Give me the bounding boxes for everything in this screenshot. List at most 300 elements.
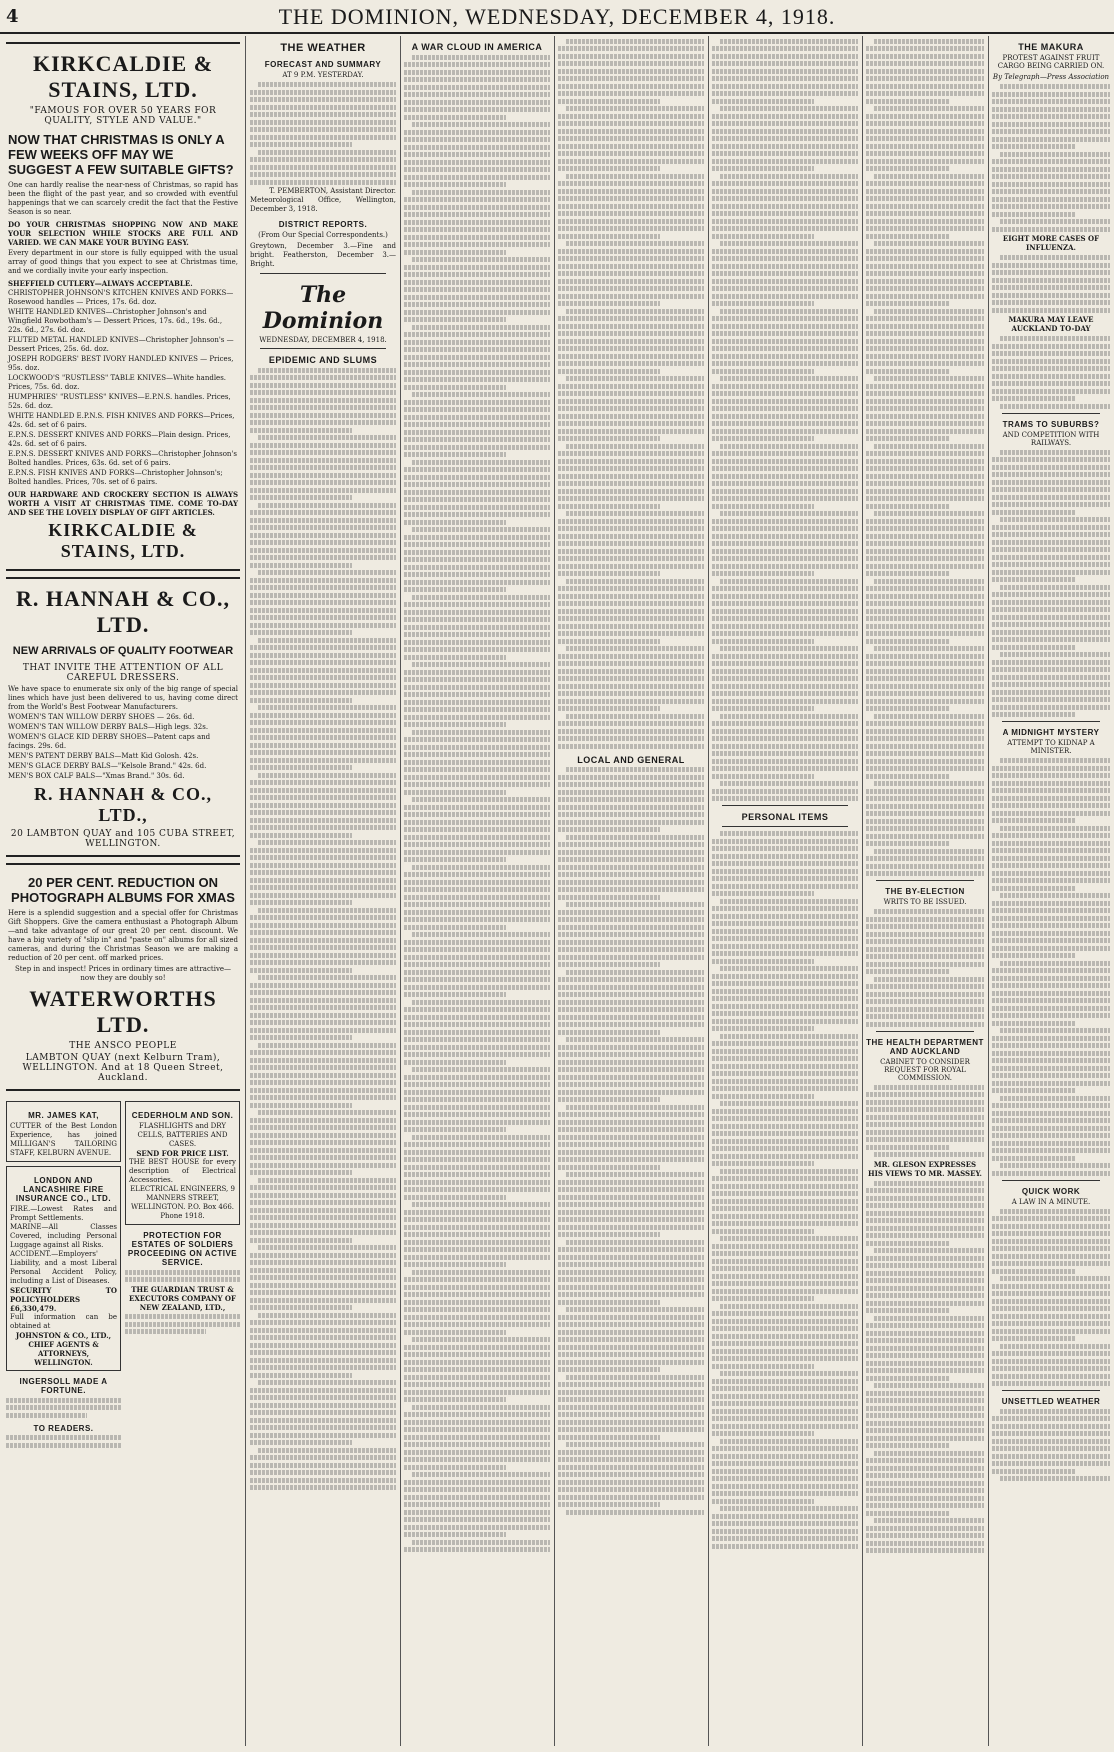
text-line bbox=[558, 797, 704, 802]
text-line bbox=[712, 564, 858, 569]
text-line bbox=[250, 1335, 396, 1340]
text-line bbox=[558, 474, 704, 479]
text-line bbox=[712, 399, 858, 404]
text-line bbox=[712, 46, 858, 51]
text-line bbox=[712, 839, 858, 844]
text-line bbox=[992, 502, 1110, 507]
text-line bbox=[1000, 1344, 1110, 1349]
text-line bbox=[558, 114, 704, 119]
text-line bbox=[404, 1037, 550, 1042]
article-text bbox=[992, 758, 1110, 1176]
text-line bbox=[558, 1412, 704, 1417]
text-line bbox=[558, 1067, 704, 1072]
text-line bbox=[250, 1140, 396, 1145]
text-line bbox=[566, 174, 704, 179]
text-line bbox=[866, 1263, 984, 1268]
text-line bbox=[866, 414, 984, 419]
text-line bbox=[250, 893, 396, 898]
text-line bbox=[558, 721, 704, 726]
article-text bbox=[866, 1181, 984, 1554]
text-line bbox=[558, 744, 704, 749]
text-line bbox=[712, 1266, 858, 1271]
text-line bbox=[404, 745, 550, 750]
text-line bbox=[558, 1232, 660, 1237]
text-line bbox=[558, 1465, 704, 1470]
article-subhead: EIGHT MORE CASES OF INFLUENZA. bbox=[1002, 234, 1100, 252]
text-line bbox=[992, 833, 1110, 838]
text-line bbox=[404, 1450, 550, 1455]
text-line bbox=[558, 346, 704, 351]
text-line bbox=[250, 142, 352, 147]
text-line bbox=[404, 640, 550, 645]
text-line bbox=[404, 1375, 550, 1380]
text-line bbox=[992, 570, 1110, 575]
text-line bbox=[720, 646, 858, 651]
text-line bbox=[866, 211, 984, 216]
text-line bbox=[992, 1469, 1075, 1474]
text-line bbox=[992, 1073, 1110, 1078]
text-line bbox=[558, 1367, 660, 1372]
text-line bbox=[250, 473, 396, 478]
price-list-item: E.P.N.S. FISH KNIVES AND FORKS—Christopher Johnson's; Bolted handles. Prices, 70s. set of 6 pairs. bbox=[8, 469, 223, 486]
text-line bbox=[992, 1454, 1110, 1459]
text-line bbox=[866, 811, 984, 816]
article-text bbox=[712, 39, 858, 802]
text-line bbox=[558, 1420, 704, 1425]
text-line bbox=[992, 366, 1110, 371]
text-line bbox=[1000, 219, 1110, 224]
text-line bbox=[558, 955, 704, 960]
text-line bbox=[992, 871, 1110, 876]
text-line bbox=[992, 1171, 1110, 1176]
text-line bbox=[992, 946, 1110, 951]
text-line bbox=[712, 1094, 814, 1099]
text-line bbox=[866, 796, 984, 801]
text-line bbox=[558, 1457, 704, 1462]
text-line bbox=[558, 790, 704, 795]
text-line bbox=[866, 699, 984, 704]
text-line bbox=[558, 481, 704, 486]
text-line bbox=[866, 181, 984, 186]
price-list-item: WOMEN'S TAN WILLOW DERBY SHOES — 26s. 6d. bbox=[8, 713, 195, 721]
text-line bbox=[404, 775, 550, 780]
text-line bbox=[258, 82, 396, 87]
text-line bbox=[712, 1154, 858, 1159]
text-line bbox=[866, 136, 984, 141]
text-line bbox=[992, 396, 1075, 401]
page-number: 4 bbox=[6, 6, 19, 27]
text-line bbox=[125, 1277, 240, 1282]
byline: By Telegraph—Press Association bbox=[992, 73, 1110, 81]
text-line bbox=[404, 482, 550, 487]
personal-items-column bbox=[712, 36, 858, 1746]
text-line bbox=[558, 775, 704, 780]
paper-title: The Dominion bbox=[262, 282, 384, 334]
text-line bbox=[992, 189, 1110, 194]
text-line bbox=[404, 160, 550, 165]
text-line bbox=[558, 1330, 704, 1335]
text-line bbox=[866, 1376, 949, 1381]
text-line bbox=[866, 826, 984, 831]
text-line bbox=[250, 878, 396, 883]
text-line bbox=[558, 1127, 704, 1132]
text-line bbox=[992, 525, 1110, 530]
text-line bbox=[250, 555, 396, 560]
text-line bbox=[712, 1139, 858, 1144]
text-line bbox=[250, 1065, 396, 1070]
text-line bbox=[866, 54, 984, 59]
text-line bbox=[712, 181, 858, 186]
text-line bbox=[558, 91, 704, 96]
price-list-item: CHRISTOPHER JOHNSON'S KITCHEN KNIVES AND FORKS—Rosewood handles — Prices, 17s. 6d. doz. bbox=[8, 289, 234, 306]
ad-body: Here is a splendid suggestion and a special offer for Christmas Gift Shoppers. Give the camera enthusiast a Photograph Album—and take advantage of our great 20 per cent. discount. We have a big variety of "slip in" and "paste on" albums for all sized cameras, and during the Christmas Season we are making a reduction of 20 per cent. off marked prices. bbox=[8, 909, 238, 962]
text-line bbox=[712, 1521, 858, 1526]
text-line bbox=[720, 1371, 858, 1376]
price-list-item: MEN'S GLACE DERBY BALS—"Kelsole Brand." 42s. 6d. bbox=[8, 762, 207, 770]
advertiser-name: R. HANNAH & CO., LTD., bbox=[34, 784, 212, 825]
price-list-item: MEN'S BOX CALF BALS—"Xmas Brand." 30s. 6d. bbox=[8, 772, 185, 780]
price-list-item: JOSEPH RODGERS' BEST IVORY HANDLED KNIVES — Prices, 95s. doz. bbox=[8, 355, 234, 372]
text-line bbox=[6, 1413, 87, 1418]
text-line bbox=[558, 391, 704, 396]
text-line bbox=[558, 54, 704, 59]
text-line bbox=[404, 1187, 550, 1192]
text-line bbox=[992, 293, 1110, 298]
text-line bbox=[250, 698, 352, 703]
text-line bbox=[558, 339, 704, 344]
text-line bbox=[404, 1397, 506, 1402]
text-line bbox=[404, 767, 550, 772]
text-line bbox=[1000, 84, 1110, 89]
text-line bbox=[874, 977, 984, 982]
text-line bbox=[1000, 336, 1110, 341]
weather-column bbox=[250, 36, 396, 1746]
text-line bbox=[566, 767, 704, 772]
text-line bbox=[558, 1157, 704, 1162]
text-line bbox=[558, 46, 704, 51]
text-line bbox=[992, 555, 1110, 560]
text-line bbox=[720, 1169, 858, 1174]
text-line bbox=[558, 820, 704, 825]
text-line bbox=[250, 135, 396, 140]
text-line bbox=[258, 773, 396, 778]
text-line bbox=[404, 1502, 550, 1507]
text-line bbox=[866, 159, 984, 164]
text-line bbox=[558, 541, 704, 546]
text-line bbox=[250, 1200, 396, 1205]
text-line bbox=[404, 1420, 550, 1425]
text-line bbox=[866, 1458, 984, 1463]
text-line bbox=[992, 1133, 1110, 1138]
tagline: "FAMOUS FOR OVER 50 YEARS FOR QUALITY, STYLE AND VALUE." bbox=[29, 106, 217, 126]
text-line bbox=[250, 180, 396, 185]
text-line bbox=[992, 1231, 1110, 1236]
text-line bbox=[558, 1195, 704, 1200]
text-line bbox=[712, 264, 858, 269]
text-line bbox=[1000, 961, 1110, 966]
text-line bbox=[566, 106, 704, 111]
text-line bbox=[712, 571, 814, 576]
text-line bbox=[404, 1052, 550, 1057]
text-line bbox=[712, 981, 858, 986]
text-line bbox=[566, 39, 704, 44]
text-line bbox=[558, 1015, 704, 1020]
column-rule bbox=[245, 36, 246, 1746]
text-line bbox=[250, 1305, 352, 1310]
column-rule bbox=[708, 36, 709, 1746]
leader-date: WEDNESDAY, DECEMBER 4, 1918. bbox=[259, 336, 387, 344]
text-line bbox=[558, 159, 704, 164]
text-line bbox=[992, 465, 1110, 470]
column-rule bbox=[988, 36, 989, 1746]
text-line bbox=[720, 39, 858, 44]
text-line bbox=[866, 992, 984, 997]
weather-signature: T. PEMBERTON, Assistant Director. bbox=[269, 187, 396, 195]
text-line bbox=[404, 1285, 550, 1290]
marine-line: MARINE—All Classes Covered, including Personal Luggage against all Risks. bbox=[10, 1223, 117, 1249]
text-line bbox=[558, 1052, 704, 1057]
article-heading: UNSETTLED WEATHER bbox=[1001, 1397, 1101, 1406]
article-text bbox=[992, 1209, 1110, 1387]
text-line bbox=[712, 1379, 858, 1384]
text-line bbox=[992, 1299, 1110, 1304]
text-line bbox=[712, 594, 858, 599]
text-line bbox=[866, 1331, 984, 1336]
text-line bbox=[866, 586, 984, 591]
text-line bbox=[866, 1481, 984, 1486]
text-line bbox=[866, 1436, 984, 1441]
text-line bbox=[250, 398, 396, 403]
text-line bbox=[404, 677, 550, 682]
text-line bbox=[712, 166, 814, 171]
text-line bbox=[250, 390, 396, 395]
text-line bbox=[558, 609, 704, 614]
text-line bbox=[250, 1103, 352, 1108]
text-line bbox=[712, 1146, 858, 1151]
text-line bbox=[250, 870, 396, 875]
text-line bbox=[558, 947, 704, 952]
text-line bbox=[992, 1269, 1075, 1274]
text-line bbox=[404, 1030, 550, 1035]
text-line bbox=[558, 1180, 704, 1185]
text-line bbox=[566, 1240, 704, 1245]
text-line bbox=[992, 487, 1110, 492]
ad-headline: 20 PER CENT. REDUCTION ON PHOTOGRAPH ALBUMS FOR XMAS bbox=[11, 875, 235, 905]
text-line bbox=[404, 415, 550, 420]
text-line bbox=[404, 1330, 506, 1335]
text-line bbox=[712, 1251, 858, 1256]
accident-line: ACCIDENT.—Employers' Liability, and a most Liberal Personal Accident Policy, including a List of Diseases. bbox=[10, 1250, 117, 1285]
article-heading: A MIDNIGHT MYSTERY bbox=[1002, 728, 1100, 737]
text-line bbox=[992, 1246, 1110, 1251]
article-text bbox=[866, 39, 984, 877]
text-line bbox=[866, 46, 984, 51]
text-line bbox=[558, 1165, 660, 1170]
text-line bbox=[712, 989, 858, 994]
text-line bbox=[404, 250, 506, 255]
local-general-column bbox=[558, 36, 704, 1746]
text-line bbox=[866, 1301, 984, 1306]
text-line bbox=[250, 90, 396, 95]
text-line bbox=[992, 796, 1110, 801]
text-line bbox=[712, 1334, 858, 1339]
text-line bbox=[558, 1022, 704, 1027]
text-line bbox=[404, 1142, 550, 1147]
text-line bbox=[250, 1343, 396, 1348]
text-line bbox=[404, 1075, 550, 1080]
text-line bbox=[712, 121, 858, 126]
text-line bbox=[712, 84, 858, 89]
text-line bbox=[866, 962, 984, 967]
text-line bbox=[250, 968, 352, 973]
text-line bbox=[712, 669, 858, 674]
text-line bbox=[412, 1202, 550, 1207]
text-line bbox=[712, 1356, 858, 1361]
text-line bbox=[404, 977, 550, 982]
text-line bbox=[866, 684, 984, 689]
text-line bbox=[866, 1323, 984, 1328]
text-line bbox=[712, 1536, 858, 1541]
text-line bbox=[404, 197, 550, 202]
text-line bbox=[712, 1019, 858, 1024]
text-line bbox=[412, 1067, 550, 1072]
text-line bbox=[992, 1351, 1110, 1356]
text-line bbox=[712, 474, 858, 479]
text-line bbox=[558, 586, 704, 591]
text-line bbox=[992, 197, 1110, 202]
text-line bbox=[866, 1548, 984, 1553]
text-line bbox=[992, 886, 1075, 891]
agents-line: JOHNSTON & CO., LTD., CHIEF AGENTS & ATTORNEYS, WELLINGTON. bbox=[15, 1331, 112, 1367]
text-line bbox=[712, 189, 858, 194]
text-line bbox=[1000, 1409, 1110, 1414]
text-line bbox=[712, 144, 858, 149]
ad-closing: OUR HARDWARE AND CROCKERY SECTION IS ALWAYS WORTH A VISIT AT CHRISTMAS TIME. COME TO-DAY AND SEE THE LOVELY DISPLAY OF GIFT ARTICLES. bbox=[8, 490, 238, 517]
text-line bbox=[712, 774, 814, 779]
text-line bbox=[566, 1307, 704, 1312]
text-line bbox=[250, 825, 396, 830]
text-line bbox=[404, 70, 550, 75]
text-line bbox=[992, 991, 1110, 996]
text-line bbox=[258, 638, 396, 643]
text-line bbox=[712, 504, 814, 509]
divider bbox=[260, 348, 386, 349]
text-line bbox=[404, 1457, 550, 1462]
text-line bbox=[250, 600, 396, 605]
text-line bbox=[404, 1120, 550, 1125]
ad-body: CUTTER of the Best London Experience, has joined MILLIGAN'S TAILORING STAFF, KELBURN AVENUE. bbox=[10, 1122, 117, 1157]
text-line bbox=[558, 519, 704, 524]
text-line bbox=[558, 1217, 704, 1222]
text-line bbox=[866, 1338, 984, 1343]
article-text bbox=[992, 336, 1110, 409]
text-line bbox=[992, 1446, 1110, 1451]
text-line bbox=[720, 831, 858, 836]
text-line bbox=[712, 1341, 858, 1346]
text-line bbox=[712, 406, 858, 411]
text-line bbox=[412, 460, 550, 465]
text-line bbox=[250, 1073, 396, 1078]
text-line bbox=[720, 106, 858, 111]
text-line bbox=[250, 1223, 396, 1228]
text-line bbox=[404, 857, 506, 862]
text-line bbox=[250, 1118, 396, 1123]
text-line bbox=[992, 712, 1075, 717]
text-line bbox=[404, 835, 550, 840]
text-line bbox=[712, 1364, 814, 1369]
text-line bbox=[404, 1465, 506, 1470]
text-line bbox=[866, 196, 984, 201]
text-line bbox=[866, 504, 949, 509]
text-line bbox=[250, 630, 352, 635]
text-line bbox=[866, 399, 984, 404]
divider bbox=[260, 273, 386, 274]
divider bbox=[722, 805, 848, 806]
text-line bbox=[250, 780, 396, 785]
text-line bbox=[250, 1125, 396, 1130]
ad-callout: SEND FOR PRICE LIST. bbox=[136, 1149, 229, 1158]
text-line bbox=[712, 316, 858, 321]
text-line bbox=[992, 159, 1110, 164]
text-line bbox=[1000, 585, 1110, 590]
article-subhead: PROTEST AGAINST FRUIT CARGO BEING CARRIED ON. bbox=[997, 54, 1105, 70]
text-line bbox=[992, 389, 1110, 394]
text-line bbox=[992, 270, 1110, 275]
article-text bbox=[404, 55, 550, 1553]
text-line bbox=[250, 383, 396, 388]
text-line bbox=[250, 1275, 396, 1280]
text-line bbox=[712, 1401, 858, 1406]
text-line bbox=[558, 1472, 704, 1477]
text-line bbox=[250, 450, 396, 455]
text-line bbox=[250, 1463, 396, 1468]
text-line bbox=[992, 1381, 1110, 1386]
text-line bbox=[404, 205, 550, 210]
text-line bbox=[558, 121, 704, 126]
text-line bbox=[404, 1007, 550, 1012]
text-line bbox=[404, 1300, 550, 1305]
text-line bbox=[404, 985, 550, 990]
text-line bbox=[412, 865, 550, 870]
text-line bbox=[874, 579, 984, 584]
text-line bbox=[992, 938, 1110, 943]
price-list bbox=[8, 713, 238, 781]
text-line bbox=[712, 256, 858, 261]
article-heading: THE HEALTH DEPARTMENT AND AUCKLAND bbox=[866, 1037, 984, 1056]
text-line bbox=[712, 339, 858, 344]
text-line bbox=[558, 1045, 704, 1050]
text-line bbox=[992, 495, 1110, 500]
text-line bbox=[1000, 652, 1110, 657]
text-line bbox=[866, 1007, 984, 1012]
column-rule bbox=[862, 36, 863, 1746]
text-line bbox=[866, 489, 984, 494]
text-line bbox=[712, 1349, 858, 1354]
text-line bbox=[992, 983, 1110, 988]
text-line bbox=[720, 376, 858, 381]
text-line bbox=[250, 375, 396, 380]
text-line bbox=[866, 316, 984, 321]
ad-body: Every department in our store is fully equipped with the usual array of good things that you expect to see at Christmas time, and we cordially invite your early inspection. bbox=[8, 249, 238, 275]
text-line bbox=[712, 869, 858, 874]
text-line bbox=[558, 631, 704, 636]
text-line bbox=[404, 467, 550, 472]
text-line bbox=[558, 977, 704, 982]
text-line bbox=[992, 351, 1110, 356]
text-line bbox=[992, 923, 1110, 928]
text-line bbox=[866, 609, 984, 614]
text-line bbox=[992, 182, 1110, 187]
